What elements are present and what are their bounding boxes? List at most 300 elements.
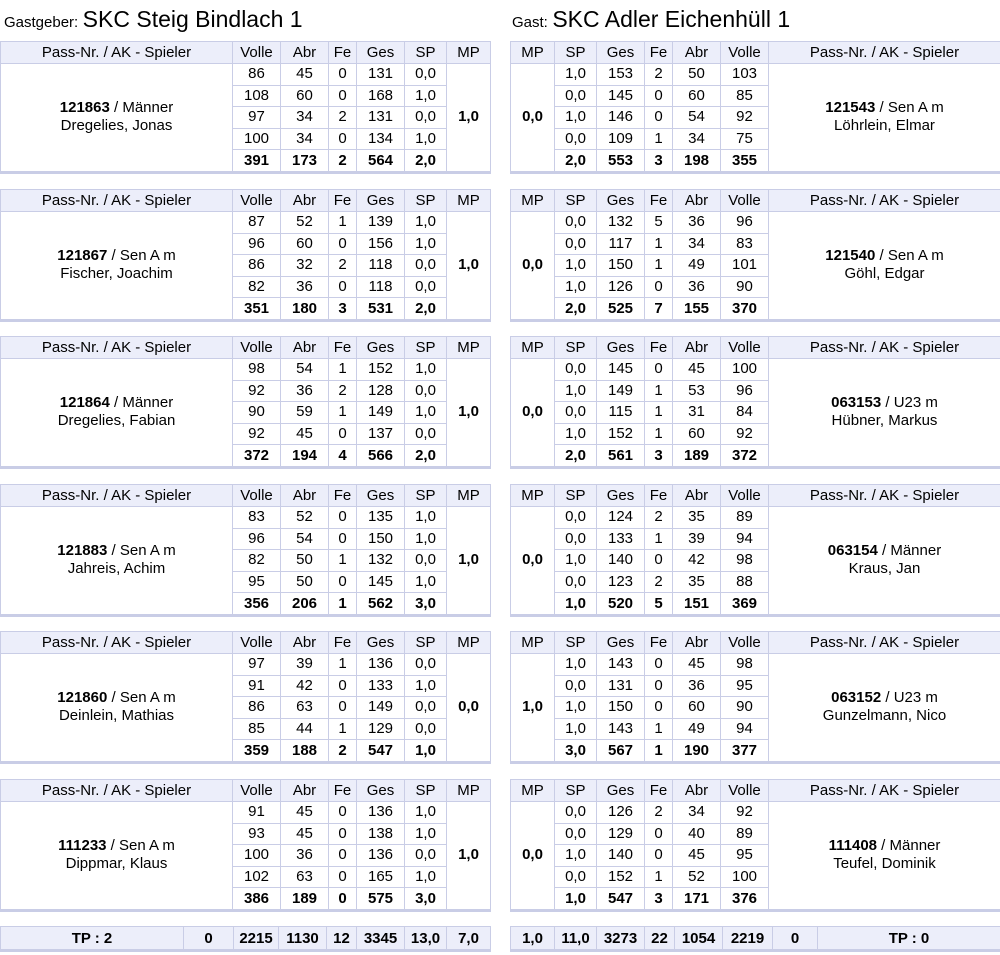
- cell-ges: 152: [597, 866, 645, 888]
- sum-fe: 0: [329, 888, 357, 911]
- home-total-sp: 13,0: [405, 927, 447, 951]
- header-ges: Ges: [357, 42, 405, 64]
- header-volle: Volle: [721, 337, 769, 359]
- cell-fe: 0: [645, 675, 673, 697]
- header-sp: SP: [405, 190, 447, 212]
- cell-ges: 132: [357, 550, 405, 572]
- cell-sp: 0,0: [405, 697, 447, 719]
- cell-volle: 101: [721, 255, 769, 277]
- guest-team-header: [512, 6, 790, 36]
- cell-abr: 52: [281, 507, 329, 529]
- sum-volle: 359: [233, 740, 281, 763]
- sum-ges: 553: [597, 150, 645, 173]
- header-volle: Volle: [721, 190, 769, 212]
- header-volle: Volle: [721, 780, 769, 802]
- cell-ges: 150: [597, 255, 645, 277]
- cell-abr: 35: [673, 571, 721, 593]
- cell-ges: 115: [597, 402, 645, 424]
- guest-age-class: / Sen A m: [875, 247, 944, 265]
- cell-sp: 1,0: [405, 675, 447, 697]
- cell-volle: 87: [233, 212, 281, 234]
- guest-player-cell: [769, 507, 1000, 616]
- header-sp: SP: [405, 780, 447, 802]
- table-row: [1, 507, 491, 529]
- cell-abr: 49: [673, 255, 721, 277]
- cell-volle: 75: [721, 128, 769, 150]
- cell-ges: 118: [357, 255, 405, 277]
- header-abr: Abr: [673, 632, 721, 654]
- table-row: [511, 507, 1000, 529]
- cell-fe: 1: [645, 233, 673, 255]
- home-total-mp: 7,0: [447, 927, 491, 951]
- sum-sp: 2,0: [555, 445, 597, 468]
- table-row: [1, 654, 491, 676]
- cell-fe: 2: [645, 64, 673, 86]
- header-fe: Fe: [329, 485, 357, 507]
- sum-fe: 3: [645, 888, 673, 911]
- cell-volle: 95: [721, 675, 769, 697]
- sum-fe: 3: [645, 150, 673, 173]
- cell-ges: 128: [357, 380, 405, 402]
- guest-team-name: SKC Adler Eichenhüll 1: [552, 6, 791, 32]
- cell-abr: 31: [673, 402, 721, 424]
- header-abr: Abr: [673, 42, 721, 64]
- cell-volle: 96: [233, 233, 281, 255]
- cell-fe: 1: [645, 402, 673, 424]
- home-match-points: 1,0: [447, 359, 491, 468]
- cell-fe: 0: [329, 571, 357, 593]
- cell-sp: 0,0: [555, 823, 597, 845]
- cell-volle: 92: [721, 423, 769, 445]
- header-abr: Abr: [281, 780, 329, 802]
- sum-fe: 2: [329, 740, 357, 763]
- header-player: Pass-Nr. / AK - Spieler: [769, 780, 1000, 802]
- cell-ges: 149: [357, 697, 405, 719]
- home-pass-number: 121860: [57, 689, 108, 707]
- cell-sp: 0,0: [555, 402, 597, 424]
- guest-match-panel: [510, 631, 1000, 764]
- home-age-class: / Männer: [109, 394, 174, 412]
- header-player: Pass-Nr. / AK - Spieler: [1, 780, 233, 802]
- cell-ges: 131: [357, 107, 405, 129]
- cell-abr: 45: [281, 802, 329, 824]
- cell-fe: 0: [329, 845, 357, 867]
- guest-match-points: 0,0: [511, 802, 555, 911]
- cell-ges: 129: [597, 823, 645, 845]
- cell-sp: 1,0: [405, 233, 447, 255]
- header-sp: SP: [405, 337, 447, 359]
- cell-abr: 34: [673, 802, 721, 824]
- sum-fe: 3: [329, 298, 357, 321]
- cell-ges: 152: [357, 359, 405, 381]
- header-fe: Fe: [329, 42, 357, 64]
- header-abr: Abr: [281, 42, 329, 64]
- header-fe: Fe: [329, 337, 357, 359]
- cell-abr: 54: [281, 359, 329, 381]
- table-header: [511, 485, 1000, 507]
- sum-abr: 188: [281, 740, 329, 763]
- guest-total-ges: 3273: [597, 927, 645, 951]
- sum-abr: 151: [673, 593, 721, 616]
- cell-sp: 0,0: [405, 550, 447, 572]
- cell-sp: 0,0: [555, 802, 597, 824]
- home-player-name: Deinlein, Mathias: [58, 707, 175, 725]
- cell-abr: 32: [281, 255, 329, 277]
- guest-score-table: [510, 779, 1000, 912]
- header-player: Pass-Nr. / AK - Spieler: [769, 485, 1000, 507]
- header-player: Pass-Nr. / AK - Spieler: [769, 42, 1000, 64]
- guest-score-table: [510, 189, 1000, 322]
- header-ges: Ges: [357, 780, 405, 802]
- header-abr: Abr: [281, 190, 329, 212]
- cell-volle: 82: [233, 276, 281, 298]
- cell-sp: 1,0: [555, 255, 597, 277]
- cell-sp: 0,0: [555, 212, 597, 234]
- header-player: Pass-Nr. / AK - Spieler: [1, 485, 233, 507]
- home-total-volle: 2215: [234, 927, 279, 951]
- cell-volle: 86: [233, 64, 281, 86]
- header-sp: SP: [405, 485, 447, 507]
- header-sp: SP: [405, 42, 447, 64]
- cell-ges: 165: [357, 866, 405, 888]
- cell-sp: 0,0: [555, 233, 597, 255]
- cell-volle: 100: [233, 128, 281, 150]
- cell-volle: 100: [233, 845, 281, 867]
- header-mp: MP: [511, 190, 555, 212]
- cell-abr: 63: [281, 866, 329, 888]
- table-row: [511, 64, 1000, 86]
- sum-volle: 372: [721, 445, 769, 468]
- cell-fe: 0: [329, 697, 357, 719]
- table-header: [511, 632, 1000, 654]
- cell-abr: 45: [673, 359, 721, 381]
- cell-volle: 90: [721, 276, 769, 298]
- header-mp: MP: [511, 42, 555, 64]
- sum-fe: 4: [329, 445, 357, 468]
- cell-sp: 1,0: [405, 402, 447, 424]
- cell-fe: 0: [329, 802, 357, 824]
- cell-ges: 137: [357, 423, 405, 445]
- cell-fe: 0: [645, 823, 673, 845]
- cell-volle: 92: [721, 107, 769, 129]
- sum-abr: 190: [673, 740, 721, 763]
- home-total-ges: 3345: [357, 927, 405, 951]
- cell-volle: 92: [721, 802, 769, 824]
- home-player-name: Dregelies, Jonas: [60, 117, 173, 135]
- cell-ges: 129: [357, 718, 405, 740]
- cell-fe: 0: [329, 128, 357, 150]
- sum-abr: 198: [673, 150, 721, 173]
- cell-sp: 1,0: [555, 276, 597, 298]
- home-match-panel: [0, 41, 491, 174]
- sum-ges: 525: [597, 298, 645, 321]
- cell-abr: 45: [281, 823, 329, 845]
- cell-fe: 0: [645, 359, 673, 381]
- header-sp: SP: [405, 632, 447, 654]
- cell-abr: 45: [673, 845, 721, 867]
- sum-sp: 2,0: [555, 298, 597, 321]
- sum-volle: 356: [233, 593, 281, 616]
- cell-volle: 97: [233, 654, 281, 676]
- guest-age-class: / U23 m: [881, 394, 938, 412]
- header-ges: Ges: [597, 780, 645, 802]
- cell-volle: 100: [721, 866, 769, 888]
- cell-ges: 123: [597, 571, 645, 593]
- cell-fe: 0: [329, 233, 357, 255]
- cell-abr: 40: [673, 823, 721, 845]
- cell-fe: 0: [329, 276, 357, 298]
- cell-ges: 131: [357, 64, 405, 86]
- home-player-cell: [1, 654, 233, 763]
- header-volle: Volle: [233, 780, 281, 802]
- table-header: [1, 780, 491, 802]
- header-abr: Abr: [673, 780, 721, 802]
- cell-fe: 0: [645, 654, 673, 676]
- cell-abr: 45: [281, 64, 329, 86]
- cell-fe: 0: [645, 85, 673, 107]
- cell-fe: 1: [645, 423, 673, 445]
- cell-sp: 1,0: [555, 845, 597, 867]
- cell-ges: 140: [597, 550, 645, 572]
- sum-volle: 386: [233, 888, 281, 911]
- cell-volle: 94: [721, 528, 769, 550]
- cell-abr: 35: [673, 507, 721, 529]
- cell-ges: 138: [357, 823, 405, 845]
- cell-fe: 1: [329, 402, 357, 424]
- cell-ges: 149: [597, 380, 645, 402]
- cell-abr: 42: [673, 550, 721, 572]
- cell-fe: 0: [329, 675, 357, 697]
- sum-abr: 173: [281, 150, 329, 173]
- cell-ges: 117: [597, 233, 645, 255]
- cell-volle: 89: [721, 823, 769, 845]
- cell-fe: 1: [329, 550, 357, 572]
- cell-volle: 96: [721, 212, 769, 234]
- guest-player-name: Kraus, Jan: [848, 560, 921, 578]
- cell-volle: 96: [233, 528, 281, 550]
- header-ges: Ges: [597, 485, 645, 507]
- guest-match-panel: [510, 336, 1000, 469]
- sum-sp: 3,0: [555, 740, 597, 763]
- cell-volle: 93: [233, 823, 281, 845]
- home-match-panel: [0, 484, 491, 617]
- header-mp: MP: [447, 337, 491, 359]
- cell-sp: 0,0: [555, 866, 597, 888]
- cell-ges: 145: [357, 571, 405, 593]
- sum-abr: 155: [673, 298, 721, 321]
- cell-ges: 109: [597, 128, 645, 150]
- cell-fe: 1: [645, 718, 673, 740]
- header-player: Pass-Nr. / AK - Spieler: [1, 337, 233, 359]
- cell-volle: 92: [233, 423, 281, 445]
- cell-abr: 60: [281, 85, 329, 107]
- cell-abr: 60: [673, 85, 721, 107]
- sum-abr: 206: [281, 593, 329, 616]
- cell-sp: 0,0: [555, 571, 597, 593]
- home-match-panel: [0, 189, 491, 322]
- cell-ges: 118: [357, 276, 405, 298]
- cell-fe: 0: [645, 550, 673, 572]
- header-player: Pass-Nr. / AK - Spieler: [769, 632, 1000, 654]
- header-mp: MP: [447, 485, 491, 507]
- guest-pass-number: 121540: [825, 247, 876, 265]
- home-pass-number: 121864: [59, 394, 110, 412]
- header-volle: Volle: [721, 42, 769, 64]
- cell-fe: 1: [645, 255, 673, 277]
- guest-pass-number: 063152: [831, 689, 882, 707]
- guest-score-table: [510, 484, 1000, 617]
- home-match-points: 1,0: [447, 507, 491, 616]
- sum-ges: 567: [597, 740, 645, 763]
- cell-abr: 34: [281, 128, 329, 150]
- cell-ges: 126: [597, 276, 645, 298]
- cell-sp: 0,0: [555, 128, 597, 150]
- header-abr: Abr: [281, 337, 329, 359]
- sum-fe: 1: [329, 593, 357, 616]
- cell-ges: 168: [357, 85, 405, 107]
- cell-sp: 1,0: [405, 85, 447, 107]
- cell-fe: 1: [329, 212, 357, 234]
- cell-ges: 145: [597, 359, 645, 381]
- cell-volle: 103: [721, 64, 769, 86]
- home-total-abr: 1130: [279, 927, 327, 951]
- home-player-name: Fischer, Joachim: [60, 265, 173, 283]
- cell-sp: 1,0: [555, 550, 597, 572]
- cell-abr: 50: [281, 571, 329, 593]
- sum-volle: 351: [233, 298, 281, 321]
- home-match-panel: [0, 779, 491, 912]
- home-totals: [0, 926, 491, 952]
- home-total-zero: 0: [184, 927, 234, 951]
- sum-volle: 376: [721, 888, 769, 911]
- cell-volle: 98: [233, 359, 281, 381]
- header-player: Pass-Nr. / AK - Spieler: [769, 190, 1000, 212]
- sum-sp: 2,0: [405, 150, 447, 173]
- header-mp: MP: [511, 780, 555, 802]
- cell-fe: 0: [329, 528, 357, 550]
- cell-ges: 152: [597, 423, 645, 445]
- guest-age-class: / Männer: [877, 837, 941, 855]
- home-player-name: Dippmar, Klaus: [65, 855, 168, 873]
- cell-fe: 0: [645, 276, 673, 298]
- guest-score-table: [510, 336, 1000, 469]
- sum-ges: 575: [357, 888, 405, 911]
- header-ges: Ges: [597, 42, 645, 64]
- home-match-points: 1,0: [447, 212, 491, 321]
- home-age-class: / Sen A m: [106, 837, 175, 855]
- cell-abr: 54: [281, 528, 329, 550]
- cell-ges: 150: [357, 528, 405, 550]
- table-header: [1, 632, 491, 654]
- home-score-table: [0, 41, 491, 174]
- cell-abr: 36: [673, 675, 721, 697]
- cell-sp: 1,0: [405, 359, 447, 381]
- header-fe: Fe: [329, 190, 357, 212]
- table-row: [1, 64, 491, 86]
- guest-totals: [510, 926, 1000, 952]
- cell-sp: 0,0: [555, 359, 597, 381]
- cell-sp: 1,0: [555, 380, 597, 402]
- header-sp: SP: [555, 780, 597, 802]
- cell-abr: 34: [673, 128, 721, 150]
- cell-ges: 156: [357, 233, 405, 255]
- home-match-panel: [0, 336, 491, 469]
- sum-fe: 1: [645, 740, 673, 763]
- cell-volle: 83: [233, 507, 281, 529]
- home-age-class: / Sen A m: [107, 689, 176, 707]
- sum-abr: 189: [281, 888, 329, 911]
- header-fe: Fe: [645, 632, 673, 654]
- guest-player-name: Löhrlein, Elmar: [834, 117, 935, 135]
- guest-player-name: Gunzelmann, Nico: [822, 707, 947, 725]
- cell-sp: 1,0: [405, 802, 447, 824]
- sum-fe: 7: [645, 298, 673, 321]
- cell-volle: 85: [721, 85, 769, 107]
- home-team-header: [4, 6, 303, 36]
- guest-total-fe: 22: [645, 927, 675, 951]
- header-mp: MP: [447, 42, 491, 64]
- cell-ges: 136: [357, 802, 405, 824]
- cell-sp: 1,0: [555, 64, 597, 86]
- cell-volle: 92: [233, 380, 281, 402]
- cell-fe: 1: [329, 718, 357, 740]
- table-row: [511, 212, 1000, 234]
- cell-ges: 143: [597, 654, 645, 676]
- header-volle: Volle: [233, 337, 281, 359]
- guest-match-points: 0,0: [511, 64, 555, 173]
- header-mp: MP: [511, 337, 555, 359]
- cell-sp: 1,0: [405, 212, 447, 234]
- cell-fe: 0: [645, 845, 673, 867]
- sum-volle: 370: [721, 298, 769, 321]
- sum-abr: 194: [281, 445, 329, 468]
- cell-volle: 100: [721, 359, 769, 381]
- header-abr: Abr: [281, 485, 329, 507]
- home-pass-number: 111233: [58, 837, 107, 855]
- cell-abr: 63: [281, 697, 329, 719]
- cell-sp: 0,0: [555, 507, 597, 529]
- header-ges: Ges: [357, 632, 405, 654]
- home-score-table: [0, 631, 491, 764]
- sum-volle: 369: [721, 593, 769, 616]
- cell-fe: 2: [645, 802, 673, 824]
- cell-sp: 0,0: [405, 64, 447, 86]
- cell-sp: 0,0: [405, 107, 447, 129]
- sum-ges: 520: [597, 593, 645, 616]
- cell-abr: 60: [673, 423, 721, 445]
- cell-volle: 91: [233, 675, 281, 697]
- header-volle: Volle: [233, 485, 281, 507]
- guest-player-cell: [769, 654, 1000, 763]
- guest-label: Gast:: [512, 14, 548, 31]
- header-volle: Volle: [721, 632, 769, 654]
- cell-volle: 95: [721, 845, 769, 867]
- header-fe: Fe: [329, 632, 357, 654]
- cell-fe: 0: [329, 85, 357, 107]
- sum-volle: 355: [721, 150, 769, 173]
- sum-ges: 561: [597, 445, 645, 468]
- cell-ges: 150: [597, 697, 645, 719]
- guest-match-points: 1,0: [511, 654, 555, 763]
- cell-volle: 89: [721, 507, 769, 529]
- guest-match-panel: [510, 484, 1000, 617]
- sum-abr: 180: [281, 298, 329, 321]
- cell-sp: 0,0: [405, 276, 447, 298]
- cell-abr: 49: [673, 718, 721, 740]
- cell-volle: 98: [721, 654, 769, 676]
- table-row: [1, 212, 491, 234]
- header-volle: Volle: [233, 42, 281, 64]
